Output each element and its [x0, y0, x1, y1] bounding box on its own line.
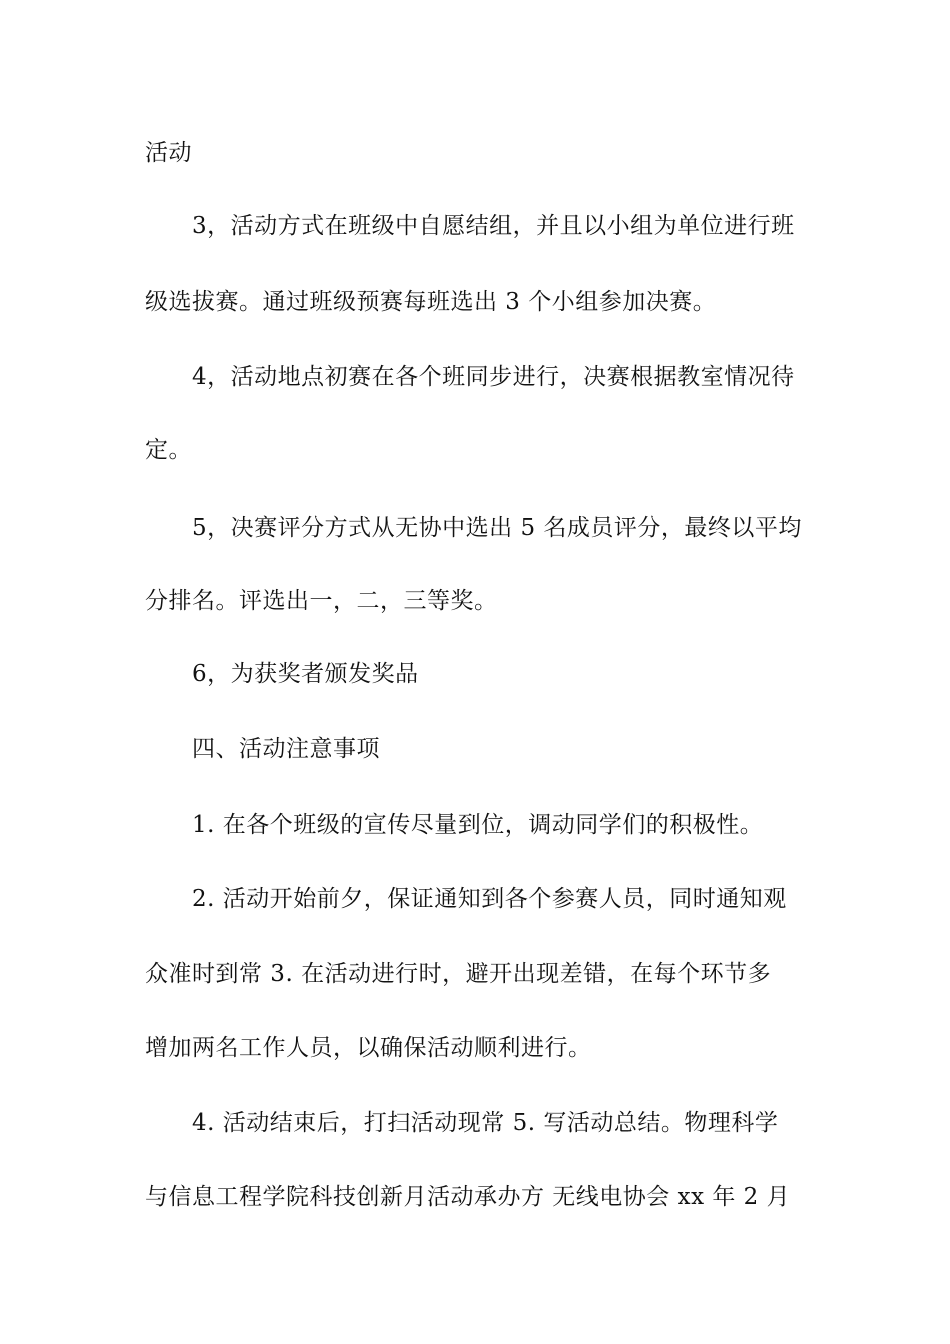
text-line: 分排名。评选出一，二，三等奖。	[145, 588, 498, 614]
text-line: 6，为获奖者颁发奖品	[192, 661, 419, 687]
text-line: 与信息工程学院科技创新月活动承办方 无线电协会 xx 年 2 月	[145, 1184, 791, 1210]
text-line: 3，活动方式在班级中自愿结组，并且以小组为单位进行班	[192, 213, 795, 239]
text-line: 4，活动地点初赛在各个班同步进行，决赛根据教室情况待	[192, 364, 795, 390]
text-line: 2. 活动开始前夕，保证通知到各个参赛人员，同时通知观	[192, 886, 787, 912]
text-line: 级选拔赛。通过班级预赛每班选出 3 个小组参加决赛。	[145, 289, 717, 315]
text-line: 4. 活动结束后，打扫活动现常 5. 写活动总结。物理科学	[192, 1110, 779, 1136]
text-line: 增加两名工作人员，以确保活动顺利进行。	[145, 1035, 592, 1061]
text-line: 定。	[145, 437, 192, 463]
text-line: 活动	[145, 140, 192, 166]
text-line: 5，决赛评分方式从无协中选出 5 名成员评分，最终以平均	[192, 515, 802, 541]
text-line: 众准时到常 3. 在活动进行时，避开出现差错，在每个环节多	[145, 961, 772, 987]
section-heading: 四、活动注意事项	[192, 736, 380, 762]
text-line: 1. 在各个班级的宣传尽量到位，调动同学们的积极性。	[192, 812, 764, 838]
